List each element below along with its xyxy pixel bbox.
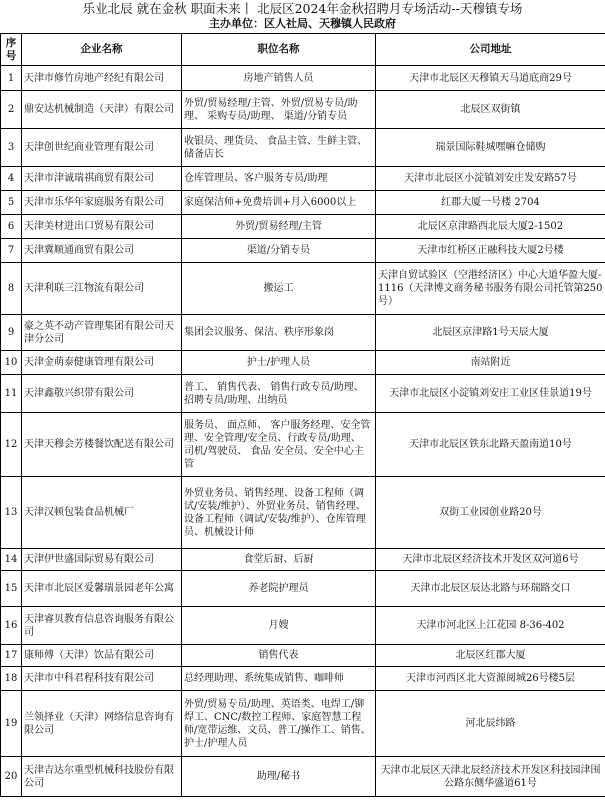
company-address: 天津市河西区北大资源阅城26号楼5层	[376, 667, 605, 691]
page-title: 乐业北辰 就在金秋 职面未来丨 北辰区2024年金秋招聘月专场活动--天穆镇专场	[82, 1, 523, 16]
row-number: 14	[1, 549, 22, 571]
company-name: 天津美材进出口贸易有限公司	[22, 215, 182, 239]
position-name: 销售代表	[182, 645, 376, 667]
company-name: 天津市北辰区爱馨瑞景园老年公寓	[22, 571, 182, 607]
page-subtitle: 主办单位：区人社局、天穆镇人民政府	[209, 17, 396, 30]
position-name: 普工、 销售代表、 销售行政专员/助理、 招聘专员/助理、出纳员	[182, 375, 376, 413]
company-address: 北辰区京津路西北辰大厦2-1502	[376, 215, 605, 239]
position-name: 总经理助理、系统集成销售、咖啡师	[182, 667, 376, 691]
company-address: 河北辰纬路	[376, 691, 605, 757]
row-number: 19	[1, 691, 22, 757]
company-address: 天津市北辰区天津北辰经济技术开发区科技园津围公路东侧华盛道61号	[376, 757, 605, 797]
table-row	[1, 607, 605, 645]
row-number: 17	[1, 645, 22, 667]
company-name: 天津冀顺通商贸有限公司	[22, 239, 182, 263]
row-number: 2	[1, 91, 22, 129]
table-row	[1, 263, 605, 315]
table-row	[1, 191, 605, 215]
table-row	[1, 667, 605, 691]
position-name: 外贸/贸易专员/助理、英语类、电焊工/铆焊工、CNC/数控工程师、家庭智慧工程师/宽带运维、文员、普工/操作工、销售、护士/护理人员	[182, 691, 376, 757]
row-number: 8	[1, 263, 22, 315]
row-number: 3	[1, 129, 22, 167]
company-name: 天津市修竹房地产经纪有限公司	[22, 66, 182, 91]
company-name: 天津市津诚瑞祺商贸有限公司	[22, 167, 182, 191]
position-name: 外贸/贸易经理/主管	[182, 215, 376, 239]
company-address: 北辰区红郡大厦	[376, 645, 605, 667]
company-name: 天津吉达尔重型机械科技股份有限公司	[22, 757, 182, 797]
company-address: 天津市红桥区正融科技大厦2号楼	[376, 239, 605, 263]
table-row	[1, 215, 605, 239]
table-row	[1, 351, 605, 375]
company-address: 天津自贸试验区（空港经济区）中心大道华盈大厦-1116（天津博文商务秘书服务有限公司托管第250号）	[376, 263, 605, 315]
row-number: 18	[1, 667, 22, 691]
company-address: 天津市北辰区小淀镇刘安庄发安路57号	[376, 167, 605, 191]
table-row	[1, 66, 605, 91]
table-row	[1, 315, 605, 351]
row-number: 1	[1, 66, 22, 91]
company-address: 天津市北辰区天穆镇天马道底商29号	[376, 66, 605, 91]
recruitment-table	[0, 33, 605, 797]
table-row	[1, 129, 605, 167]
header-no: 序号	[1, 34, 22, 66]
company-name: 鼎安达机械制造（天津）有限公司	[22, 91, 182, 129]
company-address: 北辰区京津路1号天辰大厦	[376, 315, 605, 351]
header-company: 企业名称	[22, 34, 182, 66]
company-name: 天津汉顿包装食品机械厂	[22, 477, 182, 549]
position-name: 房地产销售人员	[182, 66, 376, 91]
table-row	[1, 413, 605, 477]
company-address: 天津市北辰区铁东北路天盈南道10号	[376, 413, 605, 477]
table-row	[1, 645, 605, 667]
position-name: 渠道/分销专员	[182, 239, 376, 263]
position-name: 助理/秘书	[182, 757, 376, 797]
company-address: 北辰区双街镇	[376, 91, 605, 129]
position-name: 月嫂	[182, 607, 376, 645]
position-name: 集团会议服务、保洁、秩序形象岗	[182, 315, 376, 351]
position-name: 养老院护理员	[182, 571, 376, 607]
company-name: 天津利联三江物流有限公司	[22, 263, 182, 315]
table-row	[1, 91, 605, 129]
table-header-row	[1, 34, 605, 66]
company-name: 天津创世纪商业管理有限公司	[22, 129, 182, 167]
row-number: 13	[1, 477, 22, 549]
company-name: 天津天穆会芳楼餐饮配送有限公司	[22, 413, 182, 477]
header-address: 公司地址	[376, 34, 605, 66]
company-address: 南站附近	[376, 351, 605, 375]
company-name: 天津金萌泰健康管理有限公司	[22, 351, 182, 375]
row-number: 15	[1, 571, 22, 607]
table-body	[1, 66, 605, 797]
company-address: 双街工业园创业路20号	[376, 477, 605, 549]
position-name: 护士/护理人员	[182, 351, 376, 375]
position-name: 外贸业务员、销售经理、设备工程师（调试/安装/维护）、外贸业务员、销售经理、设备工程师（调试/安装/维护）、仓库管理员、机械设计师	[182, 477, 376, 549]
company-name: 天津睿贝教育信息咨询服务有限公司	[22, 607, 182, 645]
table-row	[1, 477, 605, 549]
position-name: 服务员、 面点师、 客户服务经理、安全管理、安全管理/安全员、行政专员/助理、 司机/驾驶员、 食品 安全员、安全中心主管	[182, 413, 376, 477]
row-number: 12	[1, 413, 22, 477]
company-name: 天津鑫敬兴织带有限公司	[22, 375, 182, 413]
table-row	[1, 239, 605, 263]
table-row	[1, 571, 605, 607]
position-name: 收银员、理货员、 食品主管、生鲜主管、储备店长	[182, 129, 376, 167]
position-name: 外贸/贸易经理/主管、外贸/贸易专员/助理、 采购专员/助理、 渠道/分销专员	[182, 91, 376, 129]
row-number: 16	[1, 607, 22, 645]
row-number: 11	[1, 375, 22, 413]
row-number: 20	[1, 757, 22, 797]
position-name: 仓库管理员、客户服务专员/助理	[182, 167, 376, 191]
position-name: 搬运工	[182, 263, 376, 315]
company-name: 兰领择业（天津）网络信息咨询有限公司	[22, 691, 182, 757]
company-name: 天津市乐华年家庭服务有限公司	[22, 191, 182, 215]
position-name: 家庭保洁师+免费培训+月入6000以上	[182, 191, 376, 215]
company-name: 豪之英不动产管理集团有限公司天津分公司	[22, 315, 182, 351]
company-name: 天津市中科君程科技有限公司	[22, 667, 182, 691]
company-address: 天津市河北区上江花园 8-36-402	[376, 607, 605, 645]
company-address: 天津市北辰区小淀镇刘安庄工业区佳景道19号	[376, 375, 605, 413]
company-address: 红郡大厦一号楼 2704	[376, 191, 605, 215]
company-address: 天津市北辰区辰达北路与环瑞路交口	[376, 571, 605, 607]
position-name: 食堂后厨、后厨	[182, 549, 376, 571]
row-number: 9	[1, 315, 22, 351]
table-row	[1, 375, 605, 413]
company-name: 天津伊世盛国际贸易有限公司	[22, 549, 182, 571]
row-number: 5	[1, 191, 22, 215]
table-row	[1, 549, 605, 571]
row-number: 4	[1, 167, 22, 191]
company-address: 天津市北辰区经济技术开发区双河道6号	[376, 549, 605, 571]
row-number: 7	[1, 239, 22, 263]
table-row	[1, 691, 605, 757]
row-number: 6	[1, 215, 22, 239]
company-name: 康师傅（天津）饮品有限公司	[22, 645, 182, 667]
row-number: 10	[1, 351, 22, 375]
table-row	[1, 167, 605, 191]
header-position: 职位名称	[182, 34, 376, 66]
company-address: 瑞景国际鞋城嘿嘛仓储购	[376, 129, 605, 167]
table-row	[1, 757, 605, 797]
